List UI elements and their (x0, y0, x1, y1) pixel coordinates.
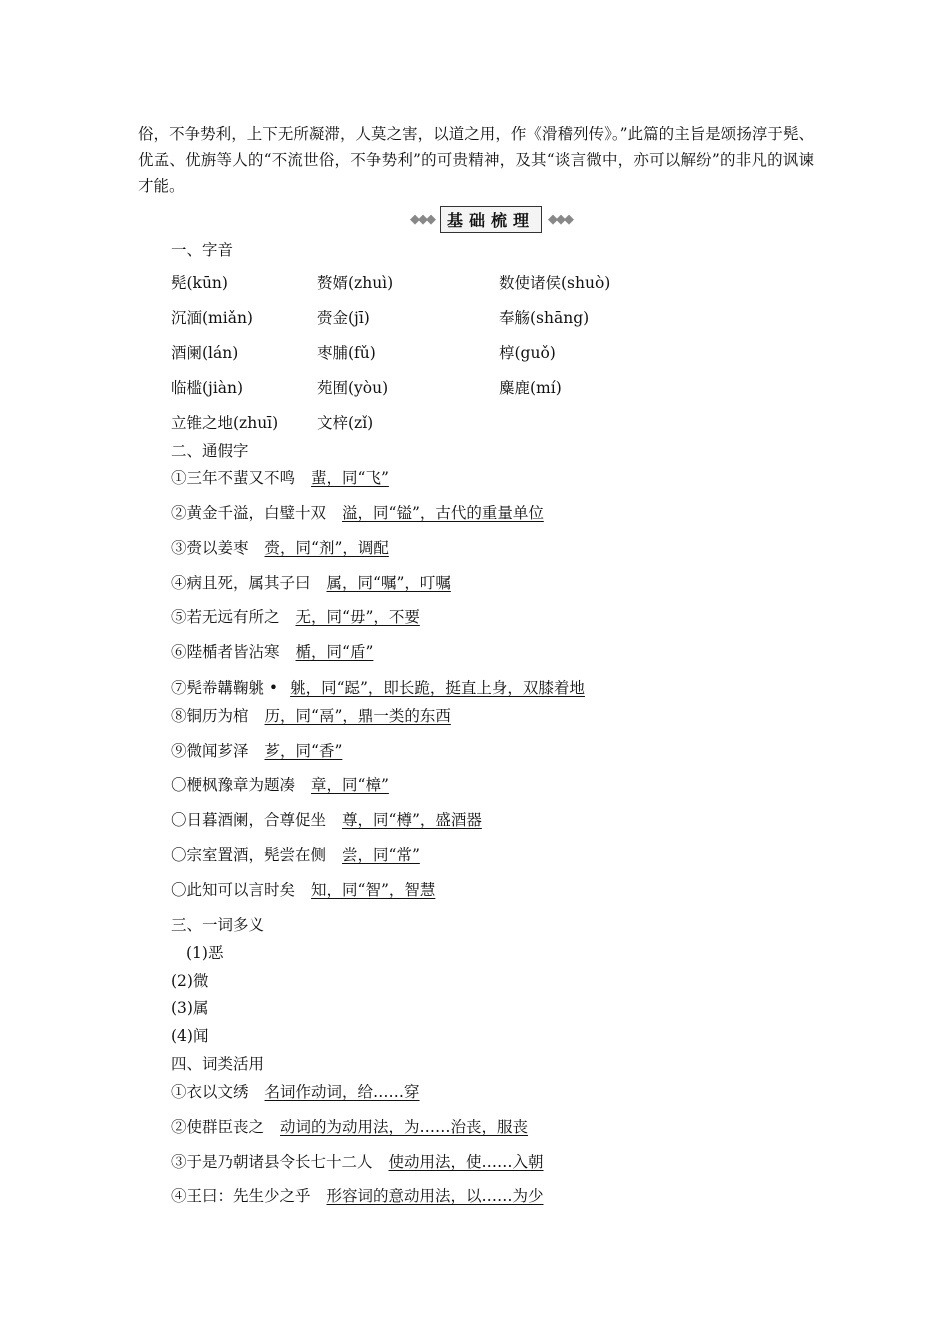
interchangeable-item (171, 808, 482, 830)
item-question: ⑥陛楯者皆沾寒 (171, 643, 280, 661)
diamond-left-icon: ◆◆◆ (409, 211, 434, 227)
interchangeable-item (171, 501, 544, 523)
item-answer: 章，同“樟” (311, 776, 389, 794)
pronunciation-item: 临槛(jiàn) (171, 378, 244, 397)
section-heading-pronunciation: 一、字音 (171, 241, 234, 259)
word-class-item (171, 1115, 528, 1137)
interchangeable-item (171, 843, 420, 865)
item-answer: 属，同“嘱”，叮嘱 (326, 574, 451, 592)
intro-paragraph: 俗，不争势利，上下无所凝滞，人莫之害，以道之用，作《滑稽列传》。”此篇的主旨是颂扬淳于髡、优孟、优旃等人的“不流世俗，不争势利”的可贵精神，及其“谈言微中，亦可以解纷”的非凡的讽谏才能。 (138, 125, 814, 195)
item-question: 〇楩枫豫章为题凑 (171, 776, 296, 794)
interchangeable-item (171, 878, 435, 900)
item-question: ⑤若无远有所之 (171, 608, 280, 626)
interchangeable-item (171, 704, 451, 726)
pronunciation-item: 酒阑(lán) (171, 343, 239, 362)
pronunciation-item: 髡(kūn) (171, 273, 228, 292)
pronunciation-item: 苑囿(yòu) (317, 378, 389, 397)
item-question: ⑦髡帣韝鞠䠷 • (171, 679, 279, 697)
item-answer: 使动用法，使……入朝 (388, 1153, 544, 1171)
item-question: ③于是乃朝诸县令长七十二人 (171, 1153, 373, 1171)
pronunciation-item: 麋鹿(mí) (499, 378, 562, 397)
interchangeable-item (171, 773, 389, 795)
pronunciation-item: 奉觞(shāng) (499, 308, 590, 327)
item-answer: 楯，同“盾” (295, 643, 374, 661)
item-answer: 溢，同“镒”，古代的重量单位 (342, 504, 544, 522)
item-question: ④病且死，属其子曰 (171, 574, 311, 592)
section-heading-word-class: 四、词类活用 (171, 1055, 265, 1073)
interchangeable-item (171, 605, 420, 627)
item-answer: 名词作动词，给……穿 (264, 1083, 420, 1101)
interchangeable-item (171, 640, 373, 662)
item-answer: 形容词的意动用法，以……为少 (326, 1187, 544, 1205)
pronunciation-item: 立锥之地(zhuī) (171, 413, 279, 432)
item-answer: 动词的为动用法，为……治丧，服丧 (280, 1118, 529, 1136)
item-question: ⑧铜历为棺 (171, 707, 249, 725)
polysemy-item: (4)闻 (171, 1027, 209, 1045)
item-question: 〇此知可以言时矣 (171, 881, 296, 899)
pronunciation-item: 赍金(jī) (317, 308, 370, 327)
item-question: 〇日暮酒阑，合尊促坐 (171, 811, 327, 829)
pronunciation-item: 椁(guǒ) (499, 343, 556, 362)
item-question: ④王曰：先生少之乎 (171, 1187, 311, 1205)
pronunciation-row (171, 264, 791, 299)
pronunciation-row (171, 334, 791, 369)
pronunciation-item: 枣脯(fǔ) (317, 343, 376, 362)
pronunciation-item: 赘婿(zhuì) (317, 273, 394, 292)
pronunciation-item: 文梓(zǐ) (317, 413, 374, 432)
item-answer: 知，同“智”，智慧 (311, 881, 436, 899)
item-answer: 䠷，同“跽”，即长跪，挺直上身，双膝着地 (290, 679, 585, 697)
word-class-item (171, 1080, 420, 1102)
section-heading-polysemy: 三、一词多义 (171, 916, 265, 934)
item-question: 〇宗室置酒，髡尝在侧 (171, 846, 327, 864)
item-question: ②黄金千溢，白璧十双 (171, 504, 327, 522)
item-answer: 赍，同“剂”，调配 (264, 539, 389, 557)
item-question: ③赍以姜枣 (171, 539, 249, 557)
pronunciation-item: 数使诸侯(shuò) (499, 273, 611, 292)
item-question: ①衣以文绣 (171, 1083, 249, 1101)
polysemy-item: (1)恶 (186, 944, 224, 962)
section-banner (396, 206, 586, 232)
interchangeable-item (171, 739, 342, 761)
section-heading-interchangeable: 二、通假字 (171, 442, 249, 460)
pronunciation-grid (171, 264, 791, 439)
item-answer: 无，同“毋”，不要 (295, 608, 420, 626)
word-class-item (171, 1184, 544, 1206)
item-answer: 芗，同“香” (264, 742, 343, 760)
diamond-right-icon: ◆◆◆ (548, 211, 572, 227)
polysemy-item: (2)微 (171, 972, 209, 990)
item-question: ⑨微闻芗泽 (171, 742, 249, 760)
interchangeable-item (171, 536, 389, 558)
word-class-item (171, 1150, 544, 1172)
interchangeable-item (171, 676, 585, 698)
pronunciation-row (171, 299, 791, 334)
banner-title: 基础梳理 (440, 206, 542, 233)
pronunciation-row (171, 369, 791, 404)
interchangeable-item (171, 571, 451, 593)
pronunciation-row (171, 404, 791, 439)
item-answer: 蜚，同“飞” (311, 469, 389, 487)
interchangeable-item (171, 466, 389, 488)
item-question: ②使群臣丧之 (171, 1118, 265, 1136)
polysemy-item: (3)属 (171, 999, 209, 1017)
item-question: ①三年不蜚又不鸣 (171, 469, 296, 487)
item-answer: 历，同“鬲”，鼎一类的东西 (264, 707, 451, 725)
pronunciation-item: 沉湎(miǎn) (171, 308, 253, 327)
item-answer: 尊，同“樽”，盛酒器 (342, 811, 482, 829)
item-answer: 尝，同“常” (342, 846, 420, 864)
